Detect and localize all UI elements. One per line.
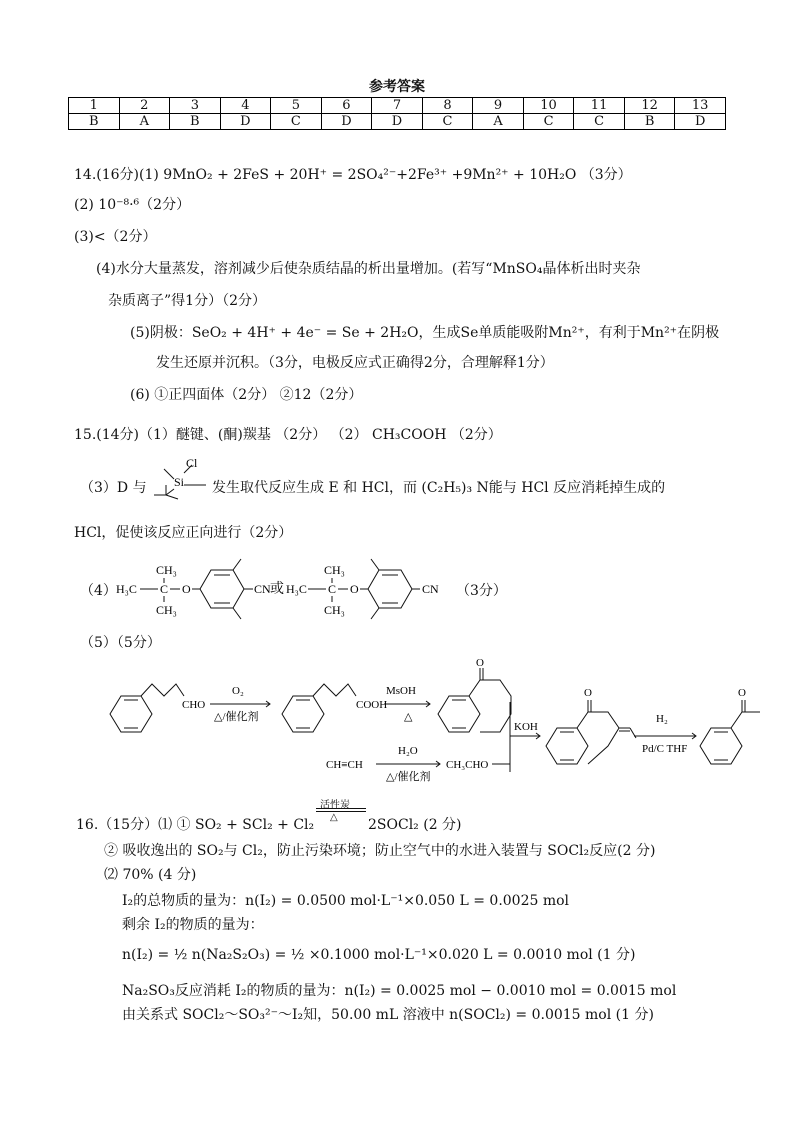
answer-cell: D (675, 114, 726, 130)
cooh-label: COOH (356, 699, 388, 711)
benzene-ring (700, 728, 742, 764)
q15-line-4a: （4） (80, 583, 117, 599)
q16-line-7: Na₂SO₃反应消耗 I₂的物质的量为：n(I₂) = 0.0025 mol − 0.0010 mol = 0.0015 mol (122, 983, 677, 999)
q15-line-2b: 发生取代反应生成 E 和 HCl，而 (C₂H₅)₃ N能与 HCl 反应消耗掉生成的 (212, 480, 666, 496)
c-label: C (160, 582, 169, 596)
answer-cell: B (170, 114, 221, 130)
ch3-label: CH₃ (156, 563, 177, 577)
q14-line-8: (6) ①正四面体（2分） ②12（2分） (130, 387, 363, 403)
q15-line-1: 15.(14分)（1）醚键、(酮)羰基 （2分） （2） CH₃COOH （2分） (74, 427, 502, 443)
or-label: 或 (270, 582, 284, 597)
h2o-label: H₂O (398, 745, 418, 757)
question-number: 10 (523, 98, 574, 114)
q14-line-5: 杂质离子”得1分）（2分） (108, 293, 266, 309)
c-label: C (328, 582, 337, 596)
benzene-ring (282, 696, 324, 732)
answer-table-header-row (69, 98, 726, 114)
synthesis-route-diagram (100, 656, 760, 792)
q15-line-4c: （3分） (456, 583, 507, 599)
si-label: Si (174, 475, 185, 489)
answer-table (68, 97, 726, 130)
q16-line-8: 由关系式 SOCl₂～SO₃²⁻～I₂知，50.00 mL 溶液中 n(SOCl₂) = 0.0015 mol (1 分) (122, 1007, 654, 1023)
acetylene-label: CH≡CH (326, 759, 363, 771)
tert-butyl-dimethylsilyl-chloride-structure (148, 455, 210, 501)
question-number: 5 (271, 98, 322, 114)
answer-cell: C (523, 114, 574, 130)
q14-line-1: 14.(16分)(1) 9MnO₂ + 2FeS + 20H⁺ = 2SO₄²⁻+2Fe³⁺ +9Mn²⁺ + 10H₂O （3分） (74, 167, 632, 183)
question-number: 8 (422, 98, 473, 114)
question-number: 1 (69, 98, 120, 114)
q15-line-2a: （3）D 与 (80, 480, 147, 496)
equation-bar (316, 811, 366, 812)
equation-bar (316, 808, 366, 809)
ch3cho-label: CH₃CHO (446, 759, 489, 771)
question-number: 2 (119, 98, 170, 114)
answer-cell: D (321, 114, 372, 130)
answer-table-answer-row (69, 114, 726, 130)
answer-cell: C (271, 114, 322, 130)
pdc-thf-label: Pd/C THF (642, 743, 688, 755)
answer-cell: A (119, 114, 170, 130)
q16-line-6: n(I₂) = ½ n(Na₂S₂O₃) = ½ ×0.1000 mol·L⁻¹×0.020 L = 0.0010 mol (1 分) (122, 947, 636, 963)
question-number: 3 (170, 98, 221, 114)
h2-label: H₂ (656, 713, 668, 725)
ch3-label: CH₃ (324, 603, 345, 617)
question-number: 7 (372, 98, 423, 114)
q16-line-3: ⑵ 70% (4 分) (104, 867, 197, 883)
benzene-ring (438, 696, 480, 732)
q15-line-3: HCl，促使该反应正向进行（2分） (74, 525, 293, 541)
answer-cell: B (69, 114, 120, 130)
question-number: 4 (220, 98, 271, 114)
q16-line-2: ② 吸收逸出的 SO₂与 Cl₂，防止污染环境；防止空气中的水进入装置与 SOCl₂反应(2 分) (104, 843, 656, 859)
q15-line-5: （5）（5分） (80, 635, 161, 651)
q14-line-2: (2) 10⁻⁸·⁶（2分） (74, 197, 191, 213)
oxygen-label: O (584, 687, 592, 699)
question-number: 6 (321, 98, 372, 114)
answer-cell: A (473, 114, 524, 130)
answer-cell: D (372, 114, 423, 130)
answer-cell: C (574, 114, 625, 130)
ch3-label: CH₃ (324, 563, 345, 577)
cl-label: Cl (186, 456, 198, 470)
oxygen-label: O (738, 687, 746, 699)
cn-label: CN (422, 582, 439, 596)
delta-label: △ (404, 711, 413, 723)
benzene-ring (546, 728, 588, 764)
koh-label: KOH (514, 721, 538, 733)
question-number: 9 (473, 98, 524, 114)
question-number: 13 (675, 98, 726, 114)
benzene-ring (110, 696, 152, 732)
ch3-label: CH₃ (156, 603, 177, 617)
answer-cell: C (422, 114, 473, 130)
condition-label: △/催化剂 (214, 711, 259, 723)
q15-part4-structures (114, 556, 444, 622)
h3c-label: H₃C (286, 582, 307, 596)
q14-line-3: (3)<（2分） (74, 229, 157, 245)
question-number: 11 (574, 98, 625, 114)
q14-line-4: (4)水分大量蒸发，溶剂减少后使杂质结晶的析出量增加。(若写“MnSO₄晶体析出时夹杂 (96, 261, 641, 277)
cho-label: CHO (182, 699, 206, 711)
h3c-label: H₃C (116, 582, 137, 596)
q14-line-7: 发生还原并沉积。（3分，电极反应式正确得2分，合理解释1分） (156, 355, 554, 371)
q16-line-5: 剩余 I₂的物质的量为： (122, 917, 264, 933)
cn-label: CN (254, 582, 271, 596)
q16-line-4: I₂的总物质的量为：n(I₂) = 0.0500 mol·L⁻¹×0.050 L = 0.0025 mol (122, 893, 570, 909)
heat-label: △ (330, 812, 338, 823)
oxygen-label: O (476, 657, 484, 669)
o-label: O (182, 582, 191, 596)
q16-line-1b: 2SOCl₂ (2 分) (368, 817, 462, 833)
msoh-label: MsOH (386, 685, 416, 697)
catalyst-label: 活性炭 (320, 800, 350, 811)
o-label: O (350, 582, 359, 596)
answer-cell: D (220, 114, 271, 130)
question-number: 12 (624, 98, 675, 114)
condition-label: △/催化剂 (386, 771, 431, 783)
q16-line-1: 16.（15分）⑴ ① SO₂ + SCl₂ + Cl₂ (76, 817, 315, 833)
answer-cell: B (624, 114, 675, 130)
page-title: 参考答案 (369, 79, 425, 95)
q14-line-6: (5)阴极：SeO₂ + 4H⁺ + 4e⁻ = Se + 2H₂O，生成Se单质能吸附Mn²⁺，有利于Mn²⁺在阴极 (130, 325, 720, 341)
o2-label: O₂ (232, 685, 244, 697)
